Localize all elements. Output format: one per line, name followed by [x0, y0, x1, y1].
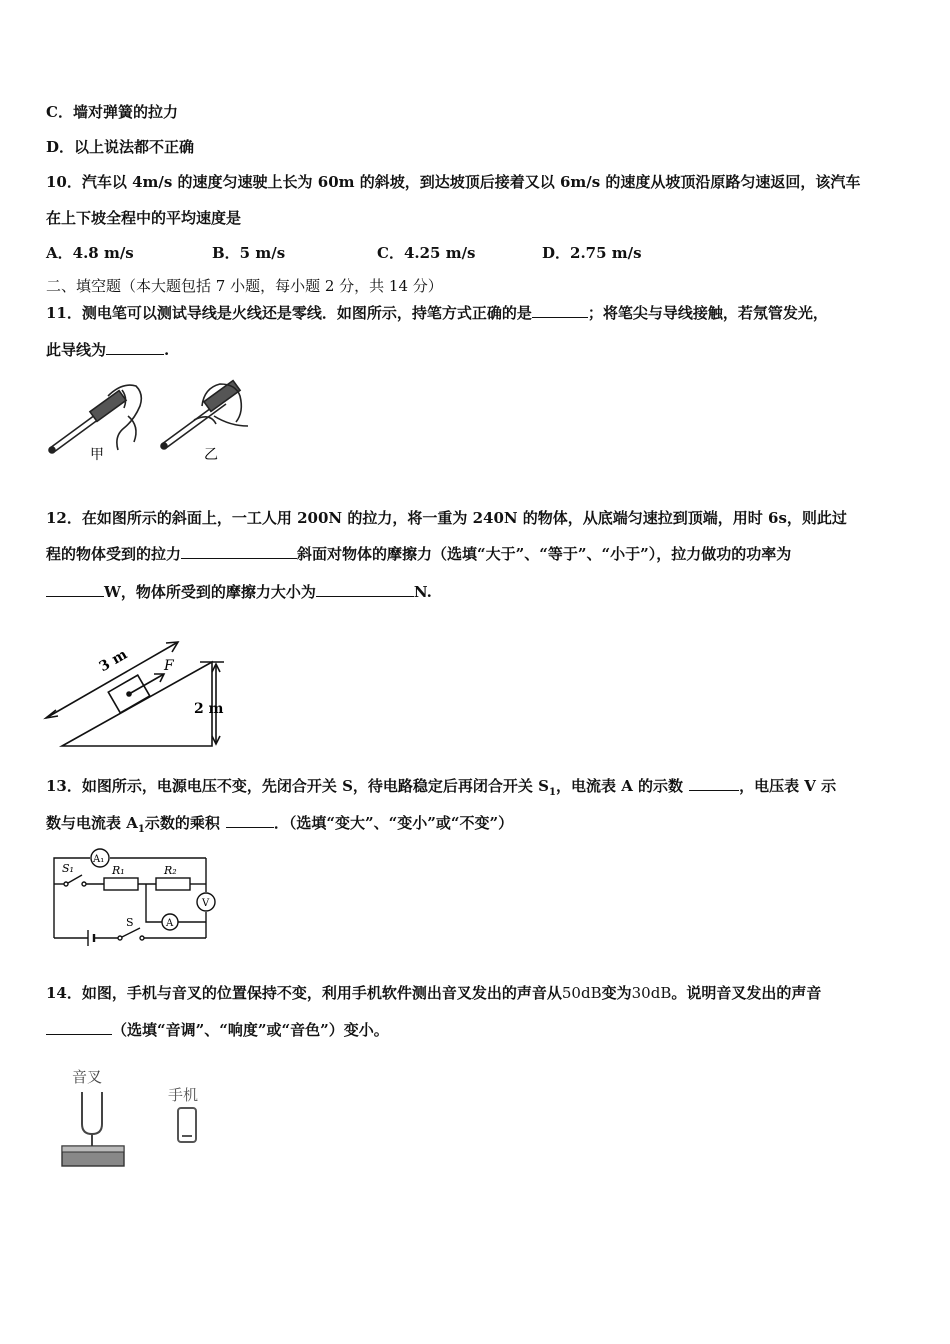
q14-text-d: （选填“音调”、“响度”或“音色”）变小。: [112, 1021, 389, 1039]
q13-blank-2[interactable]: [226, 813, 274, 828]
q12-blank-2[interactable]: [46, 582, 104, 597]
q13-text-a: 13．如图所示，电源电压不变，先闭合开关 S，待电路稳定后再闭合开关 S: [46, 777, 549, 795]
q10-stem-line1: 10．汽车以 4m/s 的速度匀速驶上长为 60m 的斜坡，到达坡顶后接着又以 6m/s 的速度从坡顶沿原路匀速返回，该汽车: [46, 173, 861, 191]
switch-s-pivot: [118, 936, 122, 940]
force-label: F: [164, 658, 174, 674]
q12-text-d: N.: [413, 583, 432, 601]
q13-text-e: 示数的乘积: [144, 814, 220, 832]
fig-label-yi: 乙: [204, 447, 218, 463]
switch-s1-blade: [68, 875, 82, 883]
grip-jia-illustration: [49, 385, 141, 453]
tuning-fork-icon: [82, 1092, 102, 1146]
q14-value-30db: 30dB: [631, 984, 672, 1002]
q13-text-b: ，电流表 A 的示数: [555, 777, 684, 795]
q11-blank-1[interactable]: [532, 303, 588, 318]
q12-text-c: W，物体所受到的摩擦力大小为: [104, 583, 316, 601]
q11-blank-2[interactable]: [106, 340, 164, 355]
height-label: 2 m: [194, 701, 224, 717]
label-a1: A₁: [93, 854, 105, 865]
q11-text-b: ；将笔尖与导线接触，若氖管发光，: [587, 304, 828, 322]
q13-text-d: 数与电流表 A: [46, 814, 138, 832]
grip-yi-illustration: [161, 381, 248, 449]
q10-option-a: A．4.8 m/s: [46, 244, 134, 262]
q12-text-a: 程的物体受到的拉力: [46, 545, 182, 563]
section-heading: 二、填空题（本大题包括 7 小题，每小题 2 分，共 14 分）: [46, 277, 443, 295]
q11-text-d: .: [164, 341, 170, 359]
q11-stem-line2: [46, 339, 169, 360]
q12-stem-line3: [46, 581, 432, 602]
q14-text-a: 14．如图，手机与音叉的位置保持不变，利用手机软件测出音叉发出的声音从: [46, 984, 562, 1002]
q14-fork-phone-figure: [56, 1062, 226, 1174]
label-s: S: [126, 916, 134, 929]
q14-stem-line1: [46, 982, 821, 1003]
q13-stem-line2: [46, 812, 513, 835]
q14-text-b: 变为: [601, 984, 632, 1002]
label-v: V: [202, 898, 210, 909]
q11-text-c: 此导线为: [46, 341, 107, 359]
q12-text-b: 斜面对物体的摩擦力（选填“大于”、“等于”、“小于”），拉力做功的功率为: [297, 545, 792, 563]
q13-blank-1[interactable]: [689, 776, 739, 791]
q12-stem-line1: 12．在如图所示的斜面上，一工人用 200N 的拉力，将一重为 240N 的物体，从底端匀速拉到顶端，用时 6s，则此过: [46, 509, 847, 527]
switch-s-blade: [122, 928, 140, 937]
q11-test-pen-figure: [44, 376, 256, 466]
q12-incline-figure: [42, 626, 242, 754]
q13-subscript-1: 1: [549, 787, 556, 798]
q10-option-c: C．4.25 m/s: [377, 244, 476, 262]
q14-text-c: 。说明音叉发出的声音: [671, 984, 822, 1002]
q12-blank-1[interactable]: [181, 544, 297, 559]
q13-stem-line1: [46, 775, 836, 798]
q14-stem-line2: [46, 1019, 389, 1040]
q9-option-c: C．墙对弹簧的拉力: [46, 103, 178, 121]
q13-text-f: ．（选填“变大”、“变小”或“不变”）: [273, 814, 514, 832]
phone-icon: [178, 1108, 196, 1142]
resistor-r2: [156, 878, 190, 890]
fork-label: 音叉: [72, 1068, 103, 1086]
label-r2: R₂: [164, 864, 177, 877]
q11-stem-line1: [46, 302, 828, 323]
q14-value-50db: 50dB: [561, 984, 602, 1002]
phone-label: 手机: [168, 1086, 199, 1104]
q14-blank-1[interactable]: [46, 1020, 112, 1035]
fig-label-jia: 甲: [90, 447, 104, 463]
q9-option-d: D．以上说法都不正确: [46, 138, 195, 156]
q13-circuit-figure: [44, 846, 216, 948]
q10-option-b: B．5 m/s: [212, 244, 286, 262]
q10-option-d: D．2.75 m/s: [542, 244, 642, 262]
q11-text-a: 11．测电笔可以测试导线是火线还是零线．如图所示，持笔方式正确的是: [46, 304, 532, 322]
q10-stem-line2: 在上下坡全程中的平均速度是: [46, 209, 242, 227]
label-s1: S₁: [62, 862, 74, 875]
resistor-r1: [104, 878, 138, 890]
slope-length-label: 3 m: [96, 646, 131, 676]
label-a: A: [166, 918, 174, 929]
q13-subscript-2: 1: [137, 824, 145, 835]
q12-blank-3[interactable]: [316, 582, 414, 597]
q13-text-c: ，电压表 V 示: [739, 777, 837, 795]
label-r1: R₁: [112, 864, 125, 877]
q12-stem-line2: [46, 543, 791, 564]
